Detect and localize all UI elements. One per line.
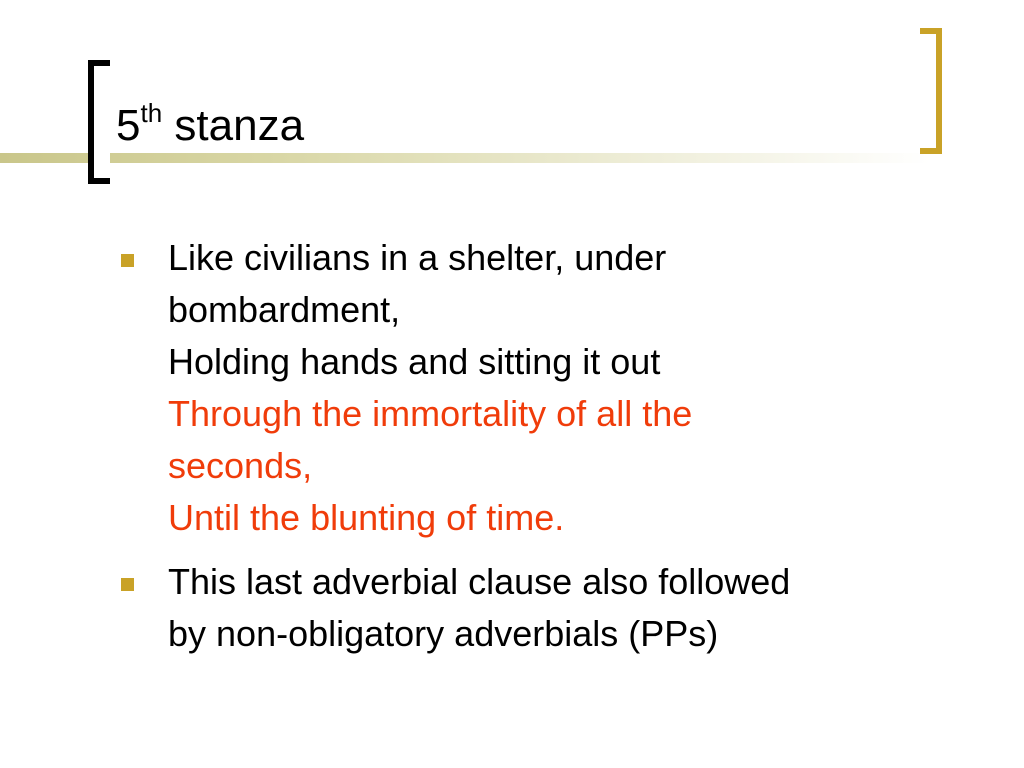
square-bullet-icon: [121, 578, 134, 591]
bullet-item-commentary: [118, 556, 978, 660]
bullet-line-highlighted: seconds,: [168, 445, 313, 486]
slide-title-number: 5: [116, 101, 141, 150]
left-bracket-decoration: [88, 60, 110, 184]
title-underline-rule: [0, 153, 930, 163]
slide-title-text: stanza: [162, 101, 305, 150]
bullet-line-highlighted: Until the blunting of time.: [168, 497, 565, 538]
bullet-line: bombardment,: [168, 289, 401, 330]
right-bracket-decoration: [920, 28, 942, 154]
bullet-line: by non-obligatory adverbials (PPs): [168, 613, 719, 654]
bullet-line: This last adverbial clause also followed: [168, 561, 791, 602]
square-bullet-icon: [121, 254, 134, 267]
bullet-line: Holding hands and sitting it out: [168, 341, 661, 382]
slide-title-ordinal-suffix: th: [140, 98, 163, 128]
bullet-line-highlighted: Through the immortality of all the: [168, 393, 693, 434]
bullet-item-poem-excerpt: [118, 232, 978, 544]
slide-title: [116, 100, 304, 153]
bullet-line: Like civilians in a shelter, under: [168, 237, 667, 278]
bullet-list: [118, 232, 978, 672]
